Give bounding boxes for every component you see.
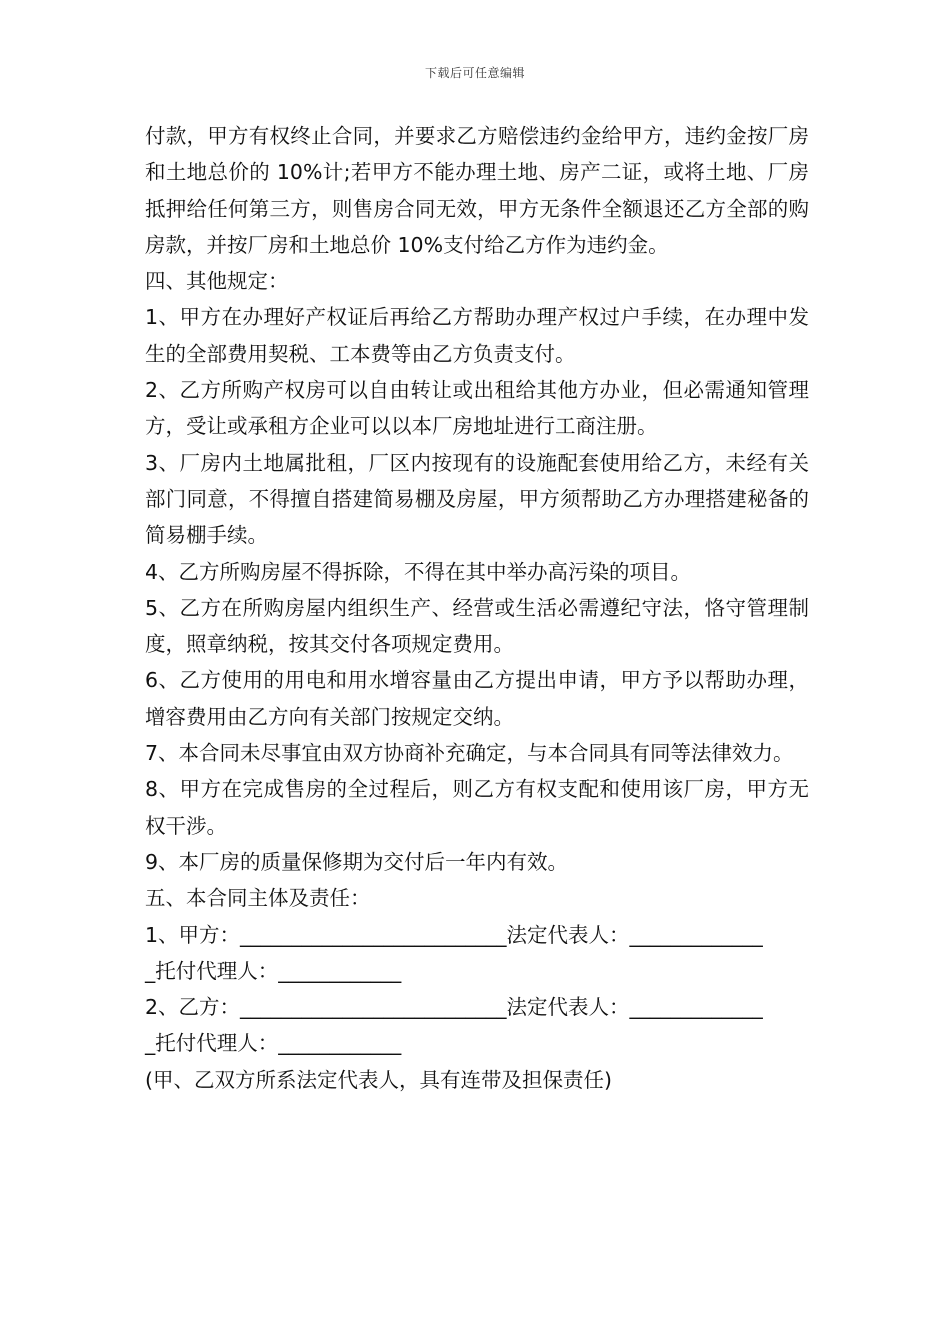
clause-item-6: 6、乙方使用的用电和用水增容量由乙方提出申请，甲方予以帮助办理，增容费用由乙方向有关部门按规定交纳。 xyxy=(145,668,809,729)
party-b-signature-line: 2、乙方：__________________________法定代表人：_____________ _托付代理人：____________ xyxy=(145,995,763,1056)
header-note: 下载后可任意编辑 xyxy=(424,66,525,80)
section-heading-parties: 五、本合同主体及责任： xyxy=(145,886,371,911)
clause-item-1: 1、甲方在办理好产权证后再给乙方帮助办理产权过户手续，在办理中发生的全部费用契税、工本费等由乙方负责支付。 xyxy=(145,305,809,366)
clause-item-5: 5、乙方在所购房屋内组织生产、经营或生活必需遵纪守法，恪守管理制度，照章纳税，按其交付各项规定费用。 xyxy=(145,595,809,657)
document-body xyxy=(145,118,809,1098)
clause-item-8: 8、甲方在完成售房的全过程后，则乙方有权支配和使用该厂房，甲方无权干涉。 xyxy=(145,777,809,838)
paragraph-breach-clause: 付款，甲方有权终止合同，并要求乙方赔偿违约金给甲方，违约金按厂房和土地总价的 10%计;若甲方不能办理土地、房产二证，或将土地、厂房抵押给任何第三方，则售房合同无效，甲方无条件全额退还乙方全部的购房款，并按厂房和土地总价 10%支付给乙方作为违约金。 xyxy=(145,124,809,257)
party-a-signature-line: 1、甲方：__________________________法定代表人：_____________ _托付代理人：____________ xyxy=(145,922,763,983)
clause-item-9: 9、本厂房的质量保修期为交付后一年内有效。 xyxy=(145,849,569,874)
clause-item-4: 4、乙方所购房屋不得拆除，不得在其中举办高污染的项目。 xyxy=(145,559,692,584)
clause-item-3: 3、厂房内土地属批租，厂区内按现有的设施配套使用给乙方，未经有关部门同意，不得擅自搭建简易棚及房屋，甲方须帮助乙方办理搭建秘备的简易棚手续。 xyxy=(145,450,809,548)
clause-item-7: 7、本合同未尽事宜由双方协商补充确定，与本合同具有同等法律效力。 xyxy=(145,741,794,766)
section-heading-other-provisions: 四、其他规定： xyxy=(145,269,289,294)
liability-note: (甲、乙双方所系法定代表人，具有连带及担保责任) xyxy=(145,1067,612,1092)
clause-item-2: 2、乙方所购产权房可以自由转让或出租给其他方办业，但必需通知管理方，受让或承租方企业可以以本厂房地址进行工商注册。 xyxy=(145,378,809,439)
